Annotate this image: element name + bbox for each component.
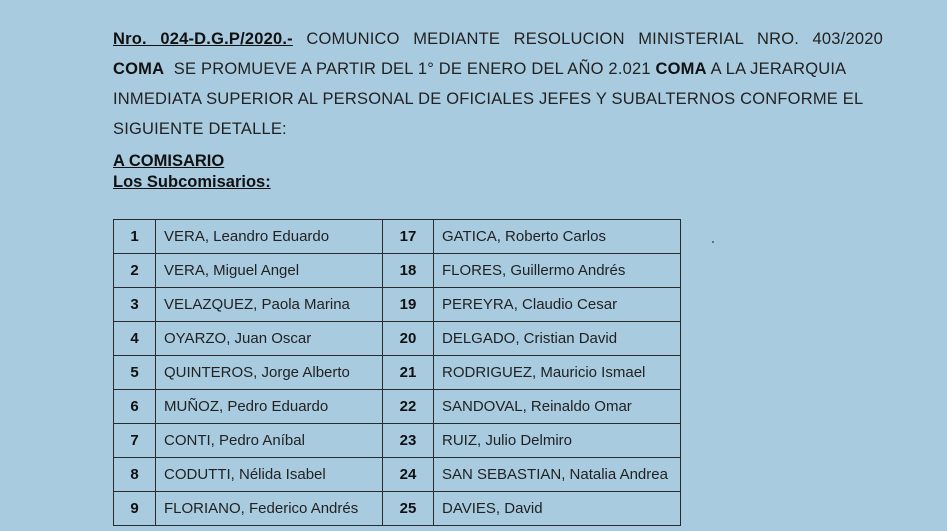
- rank-number: 3: [114, 288, 156, 322]
- rank-number: 8: [114, 458, 156, 492]
- resolution-number: Nro. 024-D.G.P/2020.-: [113, 30, 293, 48]
- rank-number: 17: [383, 220, 434, 254]
- officer-name: DAVIES, David: [434, 492, 681, 526]
- coma-word: COMA: [113, 60, 165, 78]
- rank-number: 21: [383, 356, 434, 390]
- table-row: [114, 288, 681, 322]
- roster-table: [113, 219, 681, 526]
- rank-number: 20: [383, 322, 434, 356]
- section-title: A COMISARIO: [113, 152, 225, 170]
- officer-name: VERA, Leandro Eduardo: [156, 220, 383, 254]
- coma-word: COMA: [655, 60, 707, 78]
- table-row: [114, 458, 681, 492]
- paragraph-line-1: [113, 24, 883, 54]
- rank-number: 19: [383, 288, 434, 322]
- officer-name: CODUTTI, Nélida Isabel: [156, 458, 383, 492]
- officer-name: CONTI, Pedro Aníbal: [156, 424, 383, 458]
- officer-name: OYARZO, Juan Oscar: [156, 322, 383, 356]
- table-row: [114, 424, 681, 458]
- paragraph-line-4: SIGUIENTE DETALLE:: [113, 120, 287, 138]
- table-row: [114, 322, 681, 356]
- section-heading: [113, 151, 271, 193]
- paragraph-text: COMUNICO MEDIANTE RESOLUCION MINISTERIAL NRO. 403/2020: [306, 30, 883, 48]
- officer-name: MUÑOZ, Pedro Eduardo: [156, 390, 383, 424]
- officer-name: SANDOVAL, Reinaldo Omar: [434, 390, 681, 424]
- officer-name: RUIZ, Julio Delmiro: [434, 424, 681, 458]
- rank-number: 5: [114, 356, 156, 390]
- officer-name: FLORIANO, Federico Andrés: [156, 492, 383, 526]
- officer-name: VELAZQUEZ, Paola Marina: [156, 288, 383, 322]
- rank-number: 1: [114, 220, 156, 254]
- paragraph-text: SE PROMUEVE A PARTIR DEL 1° DE ENERO DEL AÑO 2.021: [173, 60, 651, 78]
- rank-number: 4: [114, 322, 156, 356]
- officer-name: RODRIGUEZ, Mauricio Ismael: [434, 356, 681, 390]
- rank-number: 22: [383, 390, 434, 424]
- paragraph-line-2: [113, 54, 883, 84]
- officer-name: FLORES, Guillermo Andrés: [434, 254, 681, 288]
- officer-name: PEREYRA, Claudio Cesar: [434, 288, 681, 322]
- section-subtitle: Los Subcomisarios:: [113, 173, 271, 191]
- officer-name: GATICA, Roberto Carlos: [434, 220, 681, 254]
- table-row: [114, 492, 681, 526]
- table-row: [114, 254, 681, 288]
- rank-number: 18: [383, 254, 434, 288]
- rank-number: 25: [383, 492, 434, 526]
- rank-number: 6: [114, 390, 156, 424]
- rank-number: 9: [114, 492, 156, 526]
- rank-number: 24: [383, 458, 434, 492]
- officer-name: QUINTEROS, Jorge Alberto: [156, 356, 383, 390]
- officer-name: SAN SEBASTIAN, Natalia Andrea: [434, 458, 681, 492]
- officer-name: VERA, Miguel Angel: [156, 254, 383, 288]
- table-row: [114, 220, 681, 254]
- table-row: [114, 390, 681, 424]
- rank-number: 23: [383, 424, 434, 458]
- paragraph-line-3: INMEDIATA SUPERIOR AL PERSONAL DE OFICIALES JEFES Y SUBALTERNOS CONFORME EL: [113, 90, 864, 108]
- speck-mark: [712, 241, 714, 243]
- resolution-paragraph: [113, 24, 883, 144]
- rank-number: 7: [114, 424, 156, 458]
- paragraph-text: A LA JERARQUIA: [710, 60, 847, 78]
- officer-name: DELGADO, Cristian David: [434, 322, 681, 356]
- table-row: [114, 356, 681, 390]
- rank-number: 2: [114, 254, 156, 288]
